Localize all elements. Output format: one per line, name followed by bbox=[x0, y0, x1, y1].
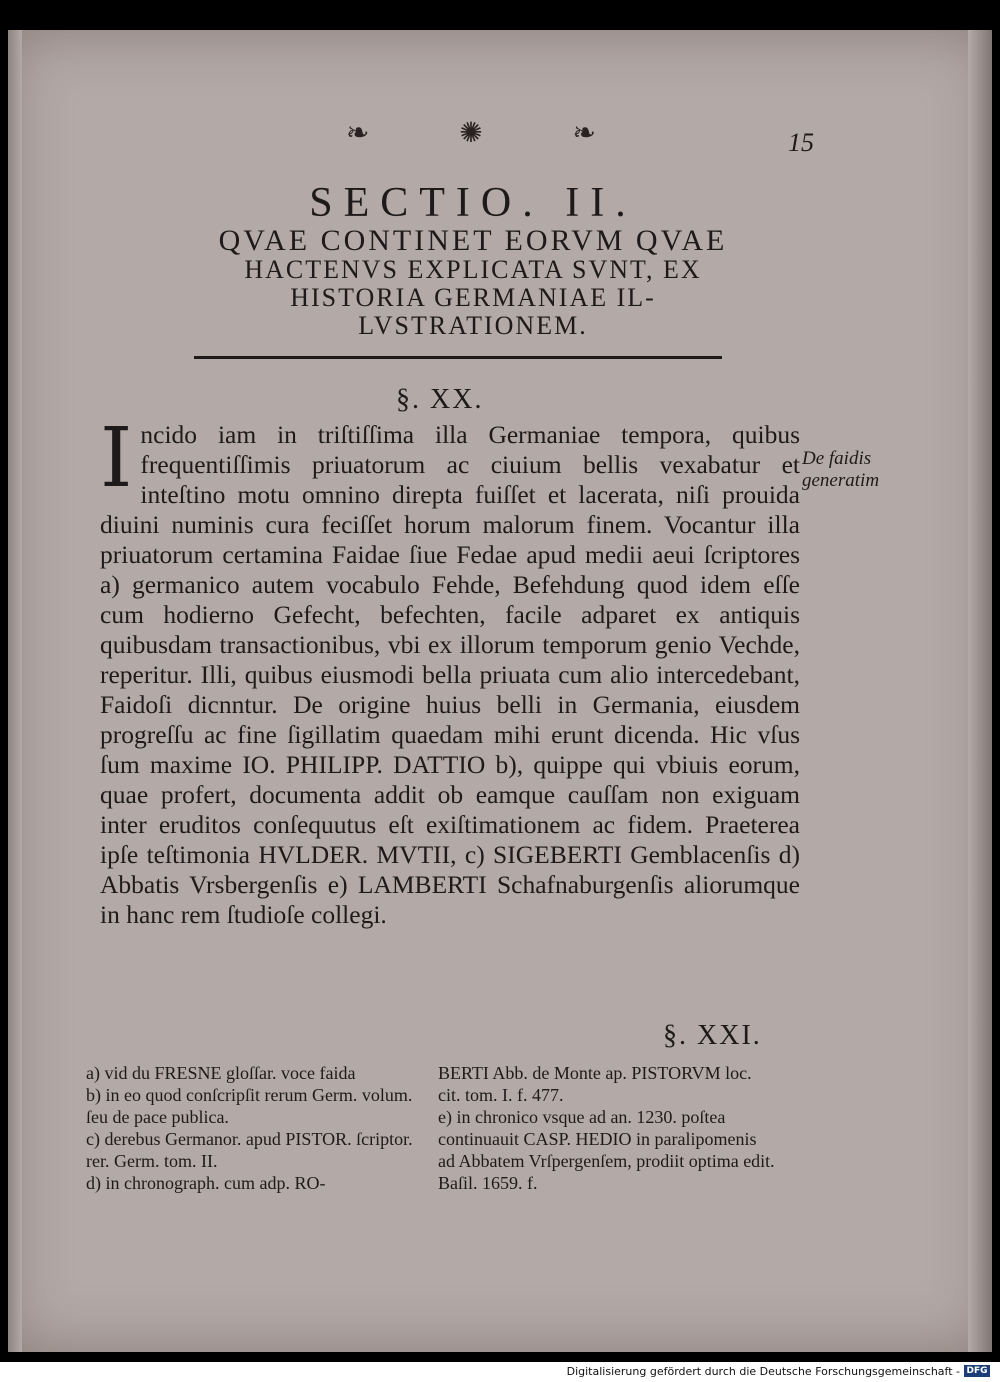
next-section-mark: §. XXI. bbox=[663, 1020, 762, 1051]
section-title: SECTIO. II. bbox=[309, 180, 637, 226]
footnote: e) in chronico vsque ad an. 1230. poſtea continuauit CASP. HEDIO in paralipomenis ad Abbatem Vrſpergenſem, prodiit optima edit. Baſil. 1659. f. bbox=[438, 1107, 775, 1193]
funding-credit: Digitalisierung gefördert durch die Deutsche Forschungsgemeinschaft - bbox=[566, 1365, 960, 1378]
margin-note: De faidis generatim bbox=[802, 448, 880, 491]
header-ornament bbox=[346, 112, 596, 152]
section-heading bbox=[108, 180, 838, 340]
ornament-left-icon: ❧ bbox=[346, 115, 370, 149]
drop-cap: I bbox=[100, 411, 133, 506]
heading-divider bbox=[194, 356, 722, 359]
page-edge-left bbox=[8, 30, 22, 1352]
book-page bbox=[8, 30, 992, 1352]
footnotes bbox=[86, 1062, 776, 1194]
heading-line-3: HISTORIA GERMANIAE IL- bbox=[290, 283, 656, 312]
footnotes-left-column bbox=[86, 1062, 424, 1194]
ornament-center-icon: ✺ bbox=[459, 115, 483, 149]
page-edge-right bbox=[968, 30, 992, 1352]
ornament-right-icon: ❧ bbox=[572, 115, 596, 149]
footnote: a) vid du FRESNE gloſſar. voce faida bbox=[86, 1063, 356, 1083]
body-text: ncido iam in triſtiſſima illa Germaniae tempora, quibus frequentiſſimis priuatorum ac ciuium bellis vexabatur et inteſtino motu omnino direpta fuiſſet et lacerata, niſi prouida diuini numinis cura feciſſet horum malorum finem. Vocantur illa priuatorum certamina Faidae ſiue Fedae apud medii aeui ſcriptores a) germanico autem vocabulo Fehde, Befehdung quod idem eſſe cum hodierno Gefecht, befechten, facile adparet ex antiquis quibusdam transactionibus, vbi ex illorum temporum genio Vechde, reperitur. Illi, quibus eiusmodi bella priuata cum alio intercedebant, Faidoſi dicnntur. De origine huius belli in Germania, eiusdem progreſſu ac fine ſigillatim quaedam mihi erunt dicenda. Hic vſus ſum maxime IO. PHILIPP. DATTIO b), quippe qui vbiuis eorum, quae profert, documenta addit ob eamque cauſſam non exiguam inter eruditos conſequutus eſt exiſtimationem ac fidem. Praeterea ipſe teſtimonia HVLDER. MVTII, c) SIGEBERTI Gemblacenſis d) Abbatis Vrsbergenſis e) LAMBERTI Schafnaburgenſis aliorumque in hanc rem ſtudioſe collegi. bbox=[100, 420, 800, 929]
footnote: c) derebus Germanor. apud PISTOR. ſcriptor. rer. Germ. tom. II. bbox=[86, 1129, 413, 1171]
heading-line-2: HACTENVS EXPLICATA SVNT, EX bbox=[244, 255, 702, 284]
dfg-logo-icon: DFG bbox=[964, 1365, 990, 1377]
section-mark: §. XX. bbox=[396, 384, 484, 415]
footnote: b) in eo quod conſcripſit rerum Germ. volum. ſeu de pace publica. bbox=[86, 1085, 413, 1127]
heading-line-1: QVAE CONTINET EORVM QVAE bbox=[218, 224, 728, 257]
footnotes-right-column bbox=[438, 1062, 776, 1194]
body-paragraph bbox=[100, 411, 800, 930]
footnote: d) in chronograph. cum adp. RO- bbox=[86, 1173, 326, 1193]
page-number: 15 bbox=[788, 128, 814, 157]
footnote: BERTI Abb. de Monte ap. PISTORVM loc. cit. tom. I. f. 477. bbox=[438, 1063, 752, 1105]
heading-line-4: LVSTRATIONEM. bbox=[358, 311, 588, 340]
